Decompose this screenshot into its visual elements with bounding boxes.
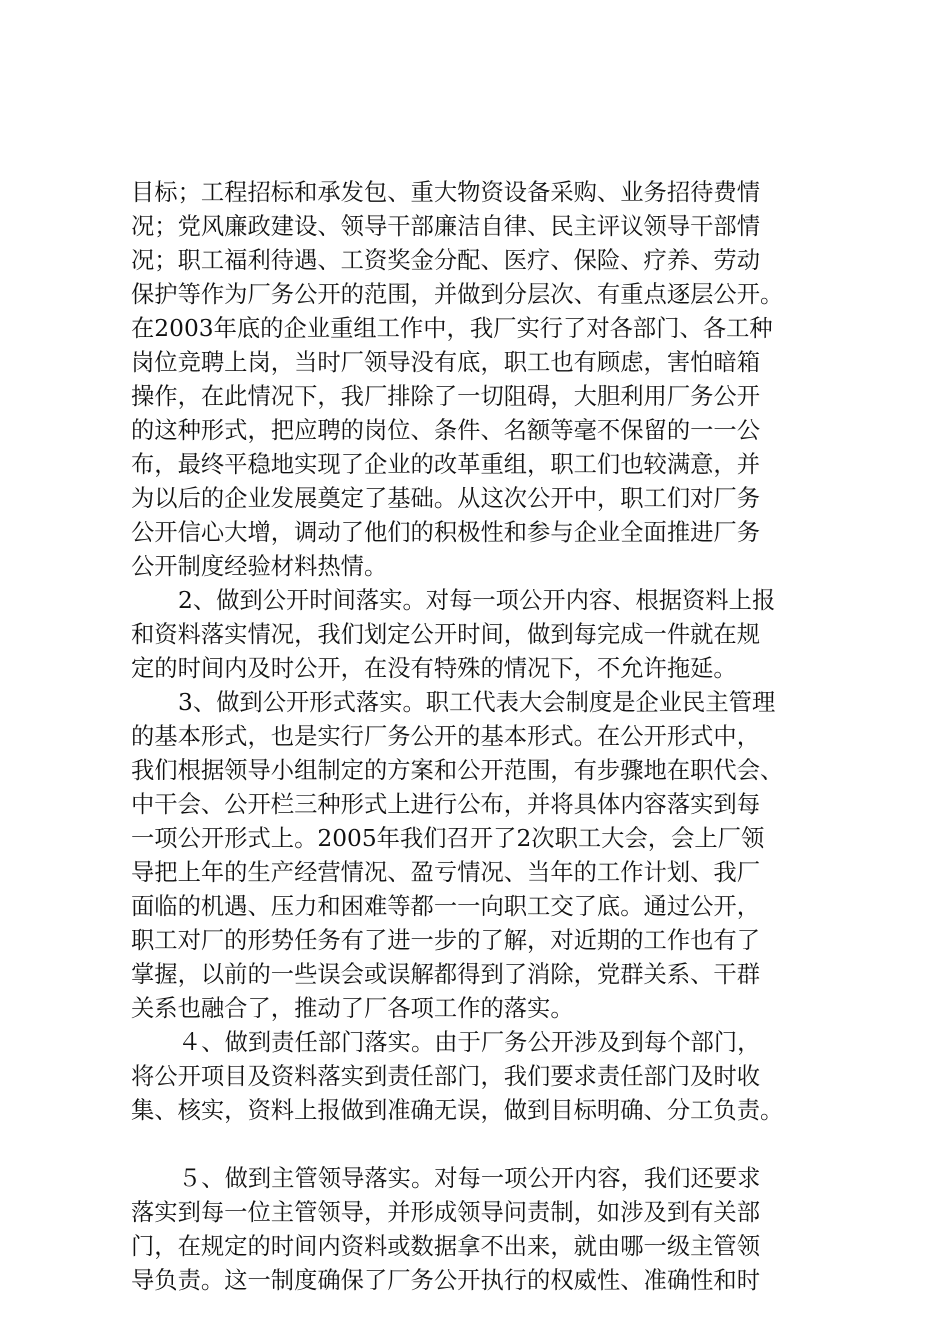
text-line: 操作，在此情况下，我厂排除了一切阻碍，大胆利用厂务公开 xyxy=(131,383,761,410)
text-line: 目标；工程招标和承发包、重大物资设备采购、业务招待费情 xyxy=(131,179,761,206)
text-line: 的基本形式，也是实行厂务公开的基本形式。在公开形式中， xyxy=(131,723,761,750)
text-line: 门，在规定的时间内资料或数据拿不出来，就由哪一级主管领 xyxy=(131,1233,761,1260)
text-line: 关系也融合了，推动了厂各项工作的落实。 xyxy=(131,995,574,1022)
text-line: 和资料落实情况，我们划定公开时间，做到每完成一件就在规 xyxy=(131,621,761,648)
text-line: 定的时间内及时公开，在没有特殊的情况下，不允许拖延。 xyxy=(131,655,737,682)
text-line: 的这种形式，把应聘的岗位、条件、名额等毫不保留的一一公 xyxy=(131,417,761,444)
text-line: 我们根据领导小组制定的方案和公开范围，有步骤地在职代会、 xyxy=(131,757,784,784)
text-line: 一项公开形式上。2005年我们召开了2次职工大会，会上厂领 xyxy=(131,825,765,852)
text-line: 布，最终平稳地实现了企业的改革重组，职工们也较满意，并 xyxy=(131,451,761,478)
paragraph-2-first-line: 2、做到公开时间落实。对每一项公开内容、根据资料上报 xyxy=(178,587,776,614)
text-line: 职工对厂的形势任务有了进一步的了解，对近期的工作也有了 xyxy=(131,927,761,954)
paragraph-5-first-line: ５、做到主管领导落实。对每一项公开内容，我们还要求 xyxy=(178,1165,761,1192)
text-line: 岗位竞聘上岗，当时厂领导没有底，职工也有顾虑，害怕暗箱 xyxy=(131,349,761,376)
text-line: 导把上年的生产经营情况、盈亏情况、当年的工作计划、我厂 xyxy=(131,859,761,886)
text-line: 掌握，以前的一些误会或误解都得到了消除，党群关系、干群 xyxy=(131,961,761,988)
text-line: 面临的机遇、压力和困难等都一一向职工交了底。通过公开， xyxy=(131,893,761,920)
text-line: 公开制度经验材料热情。 xyxy=(131,553,388,580)
text-line: 为以后的企业发展奠定了基础。从这次公开中，职工们对厂务 xyxy=(131,485,761,512)
paragraph-3-first-line: 3、做到公开形式落实。职工代表大会制度是企业民主管理 xyxy=(178,689,776,716)
text-line: 保护等作为厂务公开的范围，并做到分层次、有重点逐层公开。 xyxy=(131,281,784,308)
text-line: 公开信心大增，调动了他们的积极性和参与企业全面推进厂务 xyxy=(131,519,761,546)
text-line: 况；职工福利待遇、工资奖金分配、医疗、保险、疗养、劳动 xyxy=(131,247,761,274)
text-line: 集、核实，资料上报做到准确无误，做到目标明确、分工负责。 xyxy=(131,1097,784,1124)
text-line: 将公开项目及资料落实到责任部门，我们要求责任部门及时收 xyxy=(131,1063,761,1090)
text-line: 况；党风廉政建设、领导干部廉洁自律、民主评议领导干部情 xyxy=(131,213,761,240)
paragraph-4-first-line: ４、做到责任部门落实。由于厂务公开涉及到每个部门， xyxy=(178,1029,761,1056)
text-line: 中干会、公开栏三种形式上进行公布，并将具体内容落实到每 xyxy=(131,791,761,818)
text-line: 落实到每一位主管领导，并形成领导问责制，如涉及到有关部 xyxy=(131,1199,761,1226)
text-line: 在2003年底的企业重组工作中，我厂实行了对各部门、各工种 xyxy=(131,315,773,342)
text-line: 导负责。这一制度确保了厂务公开执行的权威性、准确性和时 xyxy=(131,1267,761,1294)
